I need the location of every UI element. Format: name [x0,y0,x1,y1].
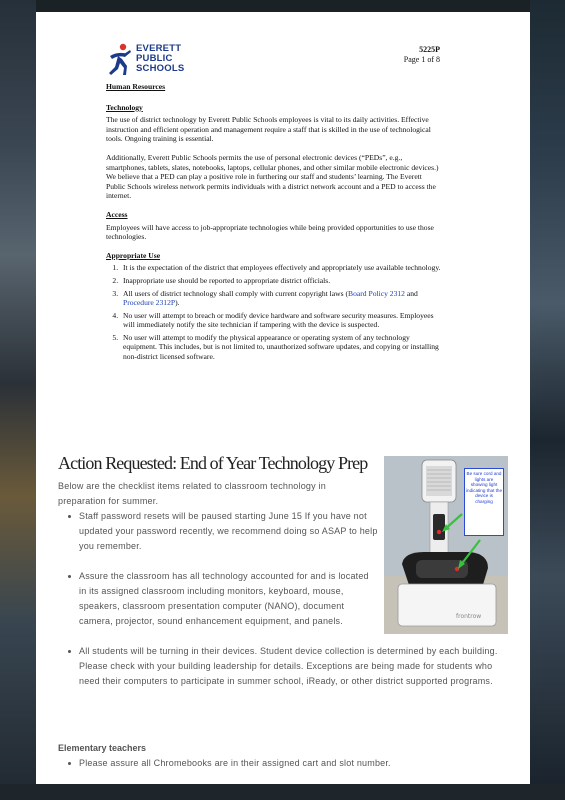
policy-number-block [404,45,440,65]
procedure-link[interactable]: Procedure 2312P [123,298,176,308]
runner-logo-icon [106,42,134,76]
elementary-heading: Elementary teachers [58,743,147,753]
list-item: Staff password resets will be paused starting June 15 If you have not updated your password recently, we recommend doing so ASAP to help you remember. [58,509,379,554]
policy-number: 5225P [419,45,440,54]
technology-paragraph-2: Additionally, Everett Public Schools permits the use of personal electronic devices (“PEDs”, e.g., smartphones, tablets, slates, notebooks, laptops, cellular phones, and other similar mobile electronic devices.) We believe that a PED can play a positive role in furthering our staff and students’ learning. The Everett Public Schools wireless network permits individuals with a district network account and a PED to access the internet. [106,152,439,201]
copyright-text-pre: All users of district technology shall comply with current copyright laws ( [123,288,349,298]
technology-paragraph-1: The use of district technology by Everett Public Schools employees is vital to its daily activities. Effective instruction and efficient operation and management require a staff that is skilled in the use of technological tools. Ongoing training is essential. [106,115,431,144]
district-logo [106,42,186,78]
background-right [530,0,565,800]
appropriate-use-list [106,263,442,361]
board-policy-link[interactable]: Board Policy 2312 [348,288,405,298]
list-item: Please assure all Chromebooks are in their assigned cart and slot number. [58,757,518,770]
callout-text: Be sure cord and lights are showing light indicating that the device is charging [466,471,503,504]
list-item: All students will be turning in their devices. Student device collection is determined by each building. Please check with your building leadership for details. Exceptions are being made for students who need their computers to participate in summer school, iReady, or other district supported programs. [58,644,499,689]
appropriate-use-heading: Appropriate Use [106,250,161,260]
list-item: 5. No user will attempt to modify the physical appearance or operating system of any technology equipment. This includes, but is not limited to, unauthorized software updates, and copying or installing non-district licensed software. [120,333,442,362]
brand-label: frontrow [456,613,482,620]
department-heading: Human Resources [106,82,166,91]
technology-heading: Technology [106,102,143,112]
list-item [120,289,442,308]
list-item: 2. Inappropriate use should be reported to appropriate district officials. [120,276,442,286]
page-indicator: Page 1 of 8 [403,55,440,64]
policy-scan [36,12,530,432]
elementary-list [58,757,518,770]
logo-line-2: PUBLIC [136,53,173,64]
policy-text [106,82,442,365]
announcement-title: Action Requested: End of Year Technology Prep [58,453,368,473]
list-item: 1. It is the expectation of the district that employees effectively and appropriately use available technology. [120,263,442,273]
document-page [36,12,530,784]
copyright-text-mid: and [404,288,418,298]
charging-device-photo [384,456,508,634]
background-left [0,0,36,800]
logo-line-3: SCHOOLS [136,63,185,74]
list-item: 4. No user will attempt to breach or modify device hardware and software security measures. Employees will immediately notify the site technician if tampering with the device is suspected. [120,311,442,330]
announcement-intro: Below are the checklist items related to classroom technology in preparation for summer. [58,481,326,506]
logo-line-1: EVERETT [136,43,182,54]
callout-box [464,468,504,536]
background-bottom [0,784,565,800]
access-paragraph: Employees will have access to job-appropriate technologies while being provided opportunities to use those technologies. [106,222,434,242]
list-item: Assure the classroom has all technology accounted for and is located in its assigned classroom including monitors, keyboard, mouse, speakers, classroom presentation computer (NANO), document camera, projector, sound enhancement equipment, and panels. [58,569,374,629]
access-heading: Access [106,209,128,219]
copyright-text-post: ). [175,298,180,308]
